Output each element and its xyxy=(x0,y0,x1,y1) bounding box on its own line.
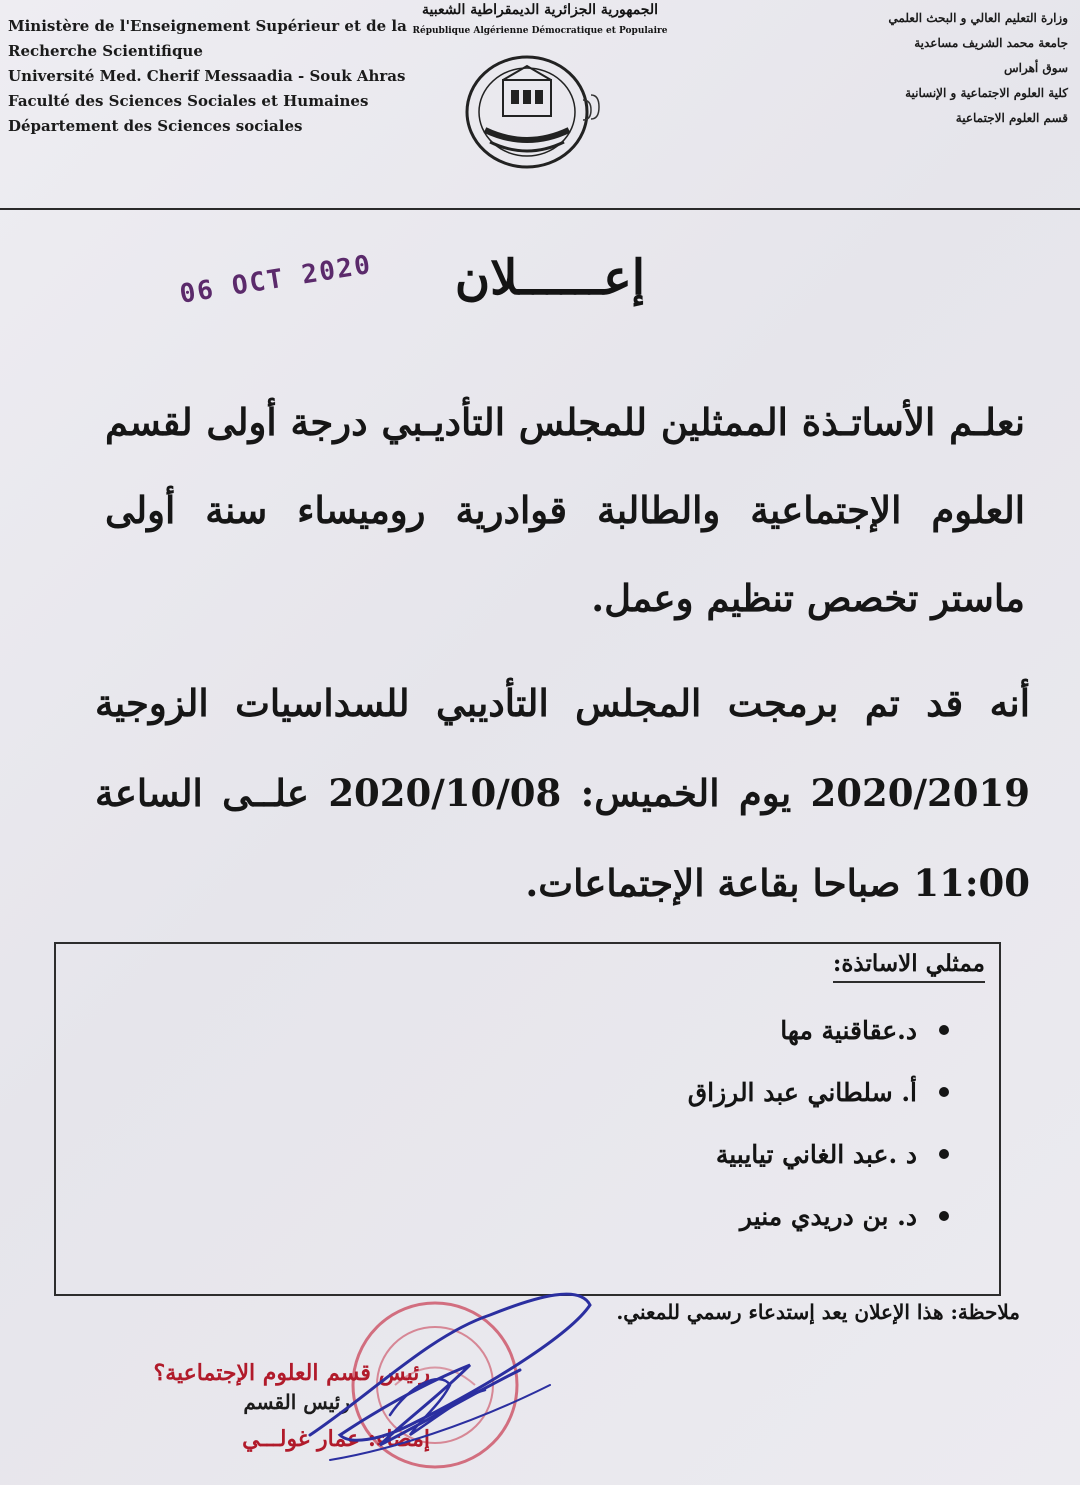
list-item xyxy=(688,1185,949,1247)
list-item xyxy=(688,1061,949,1123)
representatives-title: ممثلي الاساتذة: xyxy=(833,950,985,983)
member-name: د.عقاقنية مها xyxy=(780,1015,917,1045)
list-item xyxy=(688,999,949,1061)
header-fr-line: Université Med. Cherif Messaadia - Souk Ahras xyxy=(8,67,406,85)
header-divider xyxy=(0,208,1080,210)
republic-arabic: الجمهورية الجزائرية الديمقراطية الشعبية xyxy=(421,2,658,18)
representatives-list xyxy=(688,999,949,1247)
bullet-icon xyxy=(939,1211,949,1221)
republic-french: République Algérienne Démocratique et Populaire xyxy=(412,26,668,36)
bullet-icon xyxy=(939,1087,949,1097)
signed-by: إمضاء: عمار غولـــي xyxy=(242,1426,430,1452)
header-french xyxy=(8,14,407,139)
header-ar-line: كلية العلوم الاجتماعية و الإنسانية xyxy=(905,86,1068,100)
announcement-paragraph-2: أنه قد تم برمجت المجلس التأديبي للسداسيات الزوجية 2020/2019 يوم الخميس: 2020/10/08 علــى الساعة 11:00 صباحا بقاعة الإجتماعات. xyxy=(95,681,1030,905)
header-fr-line: Département des Sciences sociales xyxy=(8,117,303,135)
header-fr-line: Faculté des Sciences Sociales et Humaines xyxy=(8,92,369,110)
department-head-role: رئيس القسم xyxy=(243,1390,350,1414)
header-fr-line: Ministère de l'Enseignement Supérieur et de la xyxy=(8,17,407,35)
bullet-icon xyxy=(939,1025,949,1035)
header-ar-line: جامعة محمد الشريف مساعدية xyxy=(914,36,1068,50)
footnote: ملاحظة: هذا الإعلان يعد إستدعاء رسمي للمعني. xyxy=(616,1300,1020,1324)
member-name: د. بن دريدي منير xyxy=(739,1201,917,1231)
announcement-title: إعــــــلان xyxy=(454,250,646,306)
date-stamp: 06 OCT 2020 xyxy=(177,249,375,310)
announcement-paragraph-1: نعلـم الأساتـذة الممثلين للمجلس التأديـبي درجة أولى لقسم العلوم الإجتماعية والطالبة قوادرية روميساء سنة أولى ماستر تخصص تنظيم وعمل. xyxy=(105,400,1025,620)
department-head-stamp: رئيس قسم العلوم الإجتماعية؟ xyxy=(153,1360,430,1386)
bullet-icon xyxy=(939,1149,949,1159)
list-item xyxy=(688,1123,949,1185)
header-arabic xyxy=(748,6,1068,131)
header-ar-line: سوق أهراس xyxy=(1003,61,1068,75)
header-republic xyxy=(390,2,690,36)
member-name: د .عبد الغاني تيايبية xyxy=(715,1139,917,1169)
representatives-box xyxy=(54,942,1001,1296)
member-name: أ. سلطاني عبد الرزاق xyxy=(687,1077,917,1107)
handwritten-signature-icon xyxy=(290,1275,600,1475)
header-fr-line: Recherche Scientifique xyxy=(8,42,203,60)
university-logo-icon xyxy=(455,50,605,170)
header-ar-line: وزارة التعليم العالي و البحث العلمي xyxy=(888,11,1068,25)
header-ar-line: قسم العلوم الاجتماعية xyxy=(955,111,1068,125)
